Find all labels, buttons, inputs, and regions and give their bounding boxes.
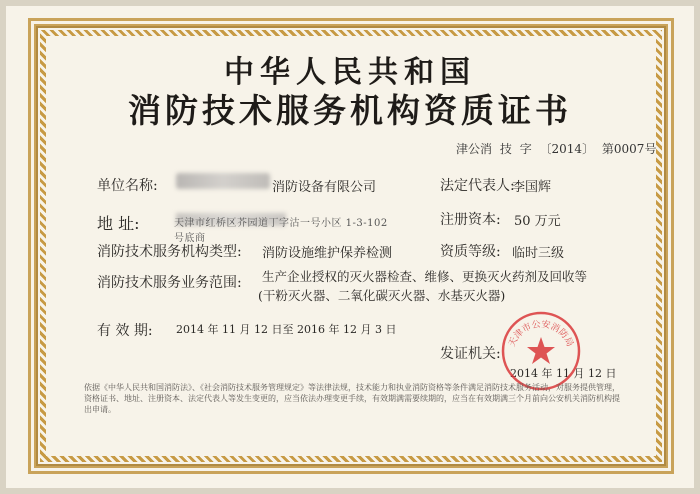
cert-year: 〔2014〕 xyxy=(539,142,595,156)
unit-name-label: 单位名称: xyxy=(97,178,158,194)
cert-type-char: 技 xyxy=(499,142,512,156)
unit-name-value: 消防设备有限公司 xyxy=(272,180,377,195)
official-seal xyxy=(499,309,583,393)
title-country: 中华人民共和国 xyxy=(224,55,476,90)
certificate-number xyxy=(456,140,660,157)
scope-value-line2: (干粉灭火器、二氧化碳灭火器、水基灭火器) xyxy=(258,288,506,303)
address-label: 地 址: xyxy=(97,214,140,233)
address-value-line2: 号底商 xyxy=(174,233,206,244)
capital-label: 注册资本: xyxy=(440,212,501,228)
org-type-value: 消防设施维护保养检测 xyxy=(262,246,393,261)
seal-text: 天津市公安消防局 xyxy=(507,319,575,349)
issue-date: 2014 年 11 月 12 日 xyxy=(510,367,617,380)
cert-word: 字 xyxy=(519,142,532,156)
footnote-text: 依据《中华人民共和国消防法》、《社会消防技术服务管理规定》等法律法规，技术能力和执业消防资格等条件满足消防技术服务活动，对服务提供管理，资格证书、地址、注册资本、法定代表人等发生变更的，应当依法办理变更手续，有效期满需要续期的，应当在有效期满三个月前向公安机关消防机构提出申请。 xyxy=(84,383,620,414)
legal-rep-value: 李国辉 xyxy=(512,180,552,195)
cert-prefix: 津公消 xyxy=(456,142,493,156)
scope-label: 消防技术服务业务范围: xyxy=(97,275,242,291)
title-certificate: 消防技术服务机构资质证书 xyxy=(128,91,572,130)
validity-label: 有 效 期: xyxy=(97,323,153,339)
scope-value-line1: 生产企业授权的灭火器检查、维修、更换灭火药剂及回收等 xyxy=(262,269,588,284)
legal-rep-label: 法定代表人: xyxy=(440,178,515,194)
issuer-label: 发证机关: xyxy=(440,346,501,362)
grade-label: 资质等级: xyxy=(440,244,501,260)
capital-value: 50 万元 xyxy=(514,214,561,229)
grade-value: 临时三级 xyxy=(512,246,565,261)
address-value-line1: 天津市红桥区芥园道丁字沽一号小区 1-3-102 xyxy=(174,218,388,229)
org-type-label: 消防技术服务机构类型: xyxy=(97,244,242,260)
seal-star-icon xyxy=(527,337,555,364)
cert-serial: 第0007号 xyxy=(601,142,657,156)
validity-value: 2014 年 11 月 12 日至 2016 年 12 月 3 日 xyxy=(176,323,397,336)
redacted-unit-name xyxy=(176,173,270,189)
